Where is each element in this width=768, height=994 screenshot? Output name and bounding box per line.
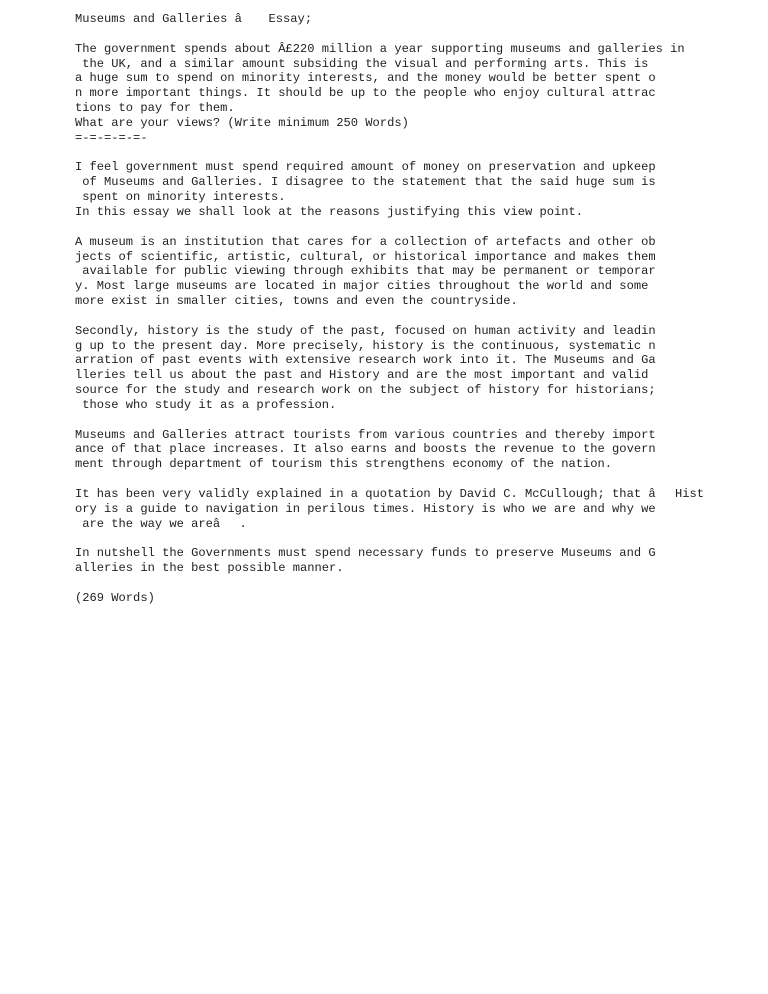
essay-document	[75, 12, 755, 606]
paragraph-line: Museums and Galleries attract tourists from various countries and thereby import	[75, 427, 656, 442]
paragraph-line: available for public viewing through exhibits that may be permanent or temporar	[75, 264, 656, 279]
question-line: a huge sum to spend on minority interests, and the money would be better spent o	[75, 71, 656, 86]
paragraph-line: spent on minority interests.	[75, 190, 286, 205]
paragraph-introduction	[75, 160, 755, 219]
paragraph-line: I feel government must spend required amount of money on preservation and upkeep	[75, 160, 656, 175]
paragraph-line: ment through department of tourism this strengthens economy of the nation.	[75, 457, 613, 472]
paragraph-line: more exist in smaller cities, towns and even the countryside.	[75, 294, 518, 309]
paragraph-line: are the way we areâ.	[75, 516, 247, 531]
question-line: n more important things. It should be up to the people who enjoy cultural attrac	[75, 86, 656, 101]
paragraph-line: ory is a guide to navigation in perilous times. History is who we are and why we	[75, 501, 656, 516]
essay-title: Museums and Galleries â Essay;	[75, 12, 313, 26]
paragraph-line: It has been very validly explained in a quotation by David C. McCullough; that âHist	[75, 487, 704, 501]
paragraph-line: those who study it as a profession.	[75, 397, 337, 412]
spacer	[75, 532, 755, 547]
paragraph-line: In this essay we shall look at the reasons justifying this view point.	[75, 204, 584, 219]
question-block	[75, 42, 755, 146]
spacer	[75, 413, 755, 428]
question-line: the UK, and a similar amount subsiding the visual and performing arts. This is	[75, 56, 649, 71]
paragraph-line: lleries tell us about the past and History and are the most important and valid	[75, 368, 649, 383]
paragraph-line: of Museums and Galleries. I disagree to the statement that the said huge sum is	[75, 175, 656, 190]
spacer	[75, 309, 755, 324]
paragraph-line: In nutshell the Governments must spend necessary funds to preserve Museums and G	[75, 546, 656, 561]
spacer	[75, 472, 755, 487]
question-line: The government spends about Â£220 million a year supporting museums and galleries in	[75, 41, 685, 56]
paragraph-quotation	[75, 487, 755, 532]
paragraph-line: Secondly, history is the study of the past, focused on human activity and leadin	[75, 323, 656, 338]
spacer	[75, 27, 755, 42]
question-line: tions to pay for them.	[75, 101, 235, 116]
paragraph-line: arration of past events with extensive research work into it. The Museums and Ga	[75, 353, 656, 368]
paragraph-line: ance of that place increases. It also earns and boosts the revenue to the govern	[75, 442, 656, 457]
paragraph-line: y. Most large museums are located in major cities throughout the world and some	[75, 279, 649, 294]
spacer	[75, 220, 755, 235]
question-prompt: What are your views? (Write minimum 250 Words)	[75, 115, 409, 130]
spacer	[75, 576, 755, 591]
paragraph-museum-definition	[75, 235, 755, 309]
paragraph-line: jects of scientific, artistic, cultural, or historical importance and makes them	[75, 249, 656, 264]
word-count: (269 Words)	[75, 590, 155, 605]
spacer	[75, 146, 755, 161]
paragraph-line: source for the study and research work on the subject of history for historians;	[75, 383, 656, 398]
paragraph-line: alleries in the best possible manner.	[75, 561, 344, 576]
paragraph-tourism	[75, 428, 755, 473]
separator-line: =-=-=-=-=-	[75, 130, 148, 145]
paragraph-line: A museum is an institution that cares for a collection of artefacts and other ob	[75, 234, 656, 249]
paragraph-line: g up to the present day. More precisely, history is the continuous, systematic n	[75, 338, 656, 353]
paragraph-conclusion	[75, 546, 755, 576]
paragraph-history	[75, 324, 755, 413]
